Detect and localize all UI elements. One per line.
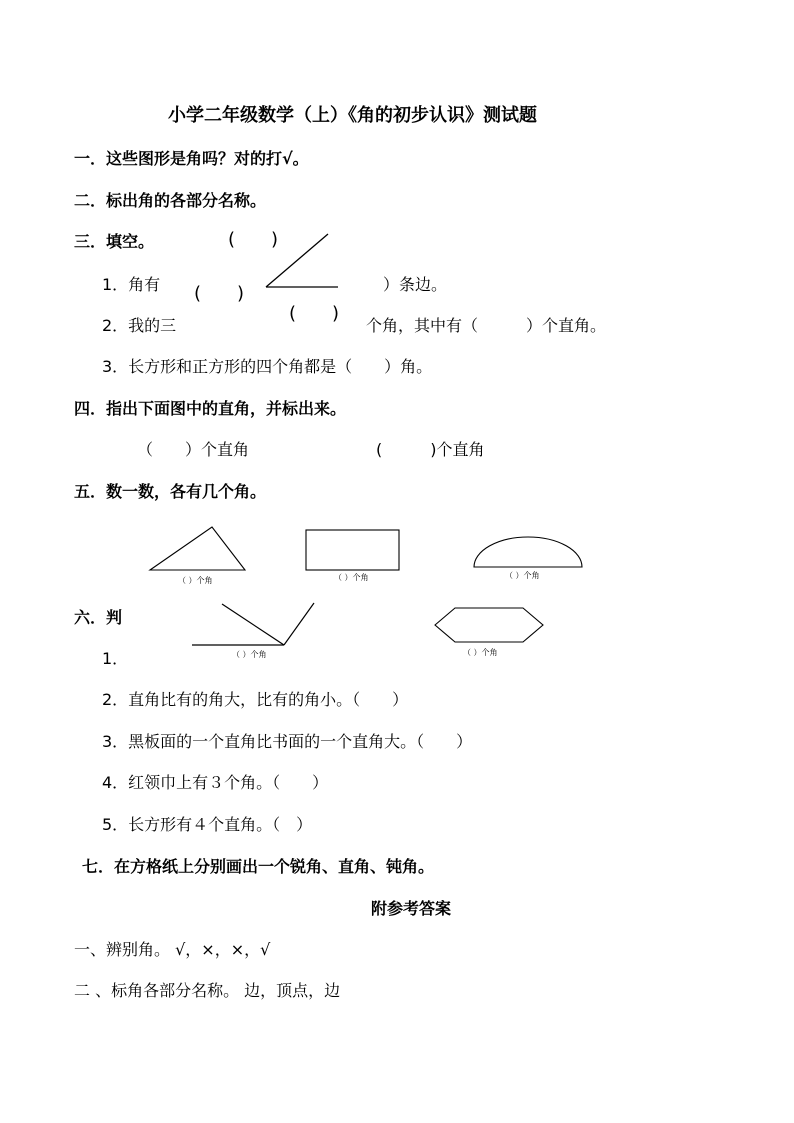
semicircle-figure — [474, 537, 582, 567]
q4-answer-a: （ ）个直角 — [137, 440, 250, 459]
answers-heading: 附参考答案 — [371, 899, 452, 918]
section-4-heading: 四．指出下面图中的直角，并标出来。 — [74, 399, 347, 418]
rectangle-figure — [306, 530, 399, 570]
hexagon-figure — [435, 608, 543, 642]
section-7-heading: 七．在方格纸上分别画出一个锐角、直角、钝角。 — [82, 857, 435, 876]
q3-1-start: 1．角有 — [102, 275, 161, 294]
rectangle-count-label: （ ）个角 — [334, 573, 369, 582]
answer-2: 二 、标角各部分名称。 边，顶点，边 — [74, 981, 341, 1000]
q3-3: 3．长方形和正方形的四个角都是（ ）角。 — [102, 357, 433, 376]
q3-1-end: ）条边。 — [383, 275, 448, 294]
section-3-heading: 三．填空。 — [74, 232, 155, 251]
q6-1: 1． — [102, 649, 129, 668]
q3-2-end: 个角，其中有（ ）个直角。 — [366, 316, 607, 335]
angle-label-blank-bottom[interactable]: ( ) — [289, 303, 340, 324]
q4-answer-b: ( )个直角 — [376, 440, 485, 459]
obtuse-angle-figure — [192, 603, 314, 645]
q6-4: 4．红领巾上有３个角。（ ） — [102, 773, 329, 792]
obtuse-angle-count-label: （ ）个角 — [232, 650, 267, 659]
triangle-figure — [150, 527, 245, 570]
triangle-count-label: （ ）个角 — [178, 576, 213, 585]
q3-2-start: 2．我的三 — [102, 316, 177, 335]
section-2-heading: 二．标出角的各部分名称。 — [74, 191, 267, 210]
section-6-heading: 六．判 — [74, 608, 123, 627]
section-5-heading: 五．数一数，各有几个角。 — [74, 482, 267, 501]
page-title: 小学二年级数学（上）《角的初步认识》测试题 — [168, 105, 537, 126]
q6-2: 2．直角比有的角大，比有的角小。（ ） — [102, 690, 409, 709]
hexagon-count-label: （ ）个角 — [463, 648, 498, 657]
q6-3: 3．黑板面的一个直角比书面的一个直角大。（ ） — [102, 732, 473, 751]
semicircle-count-label: （ ）个角 — [505, 571, 540, 580]
angle-label-blank-left[interactable]: ( ) — [194, 283, 245, 304]
q6-5: 5．长方形有４个直角。（ ） — [102, 815, 313, 834]
answer-1: 一、辨别角。 √，×，×，√ — [74, 940, 271, 959]
section-1-heading: 一．这些图形是角吗？对的打√。 — [74, 149, 309, 168]
angle-label-blank-top[interactable]: ( ) — [228, 229, 279, 250]
